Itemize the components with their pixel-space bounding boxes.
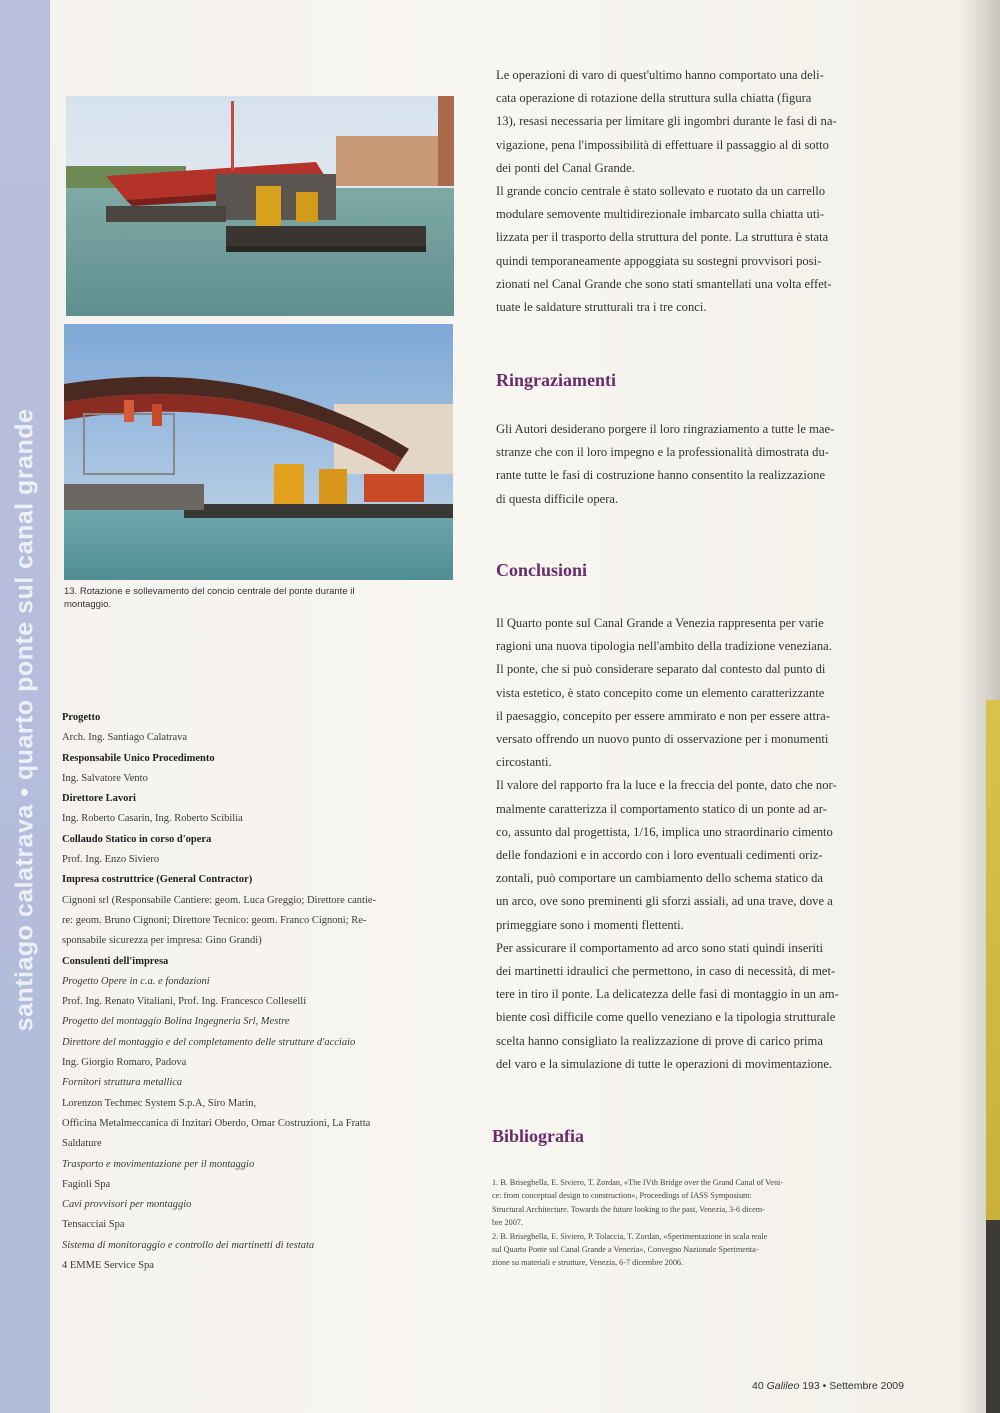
- credits-block: [62, 708, 457, 1276]
- bibliography-line: 2. B. Briseghella, E. Siviero, P. Tolaccia, T. Zordan, «Sperimentazione in scala reale: [492, 1231, 768, 1241]
- text-line: di questa difficile opera.: [496, 491, 619, 506]
- credit-line: Direttore Lavori: [62, 793, 136, 805]
- credit-line: Ing. Giorgio Romaro, Padova: [62, 1057, 187, 1069]
- credit-line: Progetto Opere in c.a. e fondazioni: [62, 975, 210, 987]
- credit-line: Responsabile Unico Procedimento: [62, 752, 215, 764]
- credit-line: Progetto del montaggio Bolina Ingegneria Srl, Mestre: [62, 1016, 290, 1028]
- text-line: primeggiare sono i momenti flettenti.: [496, 917, 684, 932]
- text-line: rante tutte le fasi di costruzione hanno consentito la realizzazione: [496, 468, 826, 483]
- bridge-barge-photo: [66, 96, 454, 316]
- heading-bibliografia: Bibliografia: [492, 1126, 585, 1146]
- credit-line: Fornitori struttura metallica: [62, 1077, 183, 1089]
- text-line: zionati nel Canal Grande che sono stati smantellati una volta effet-: [496, 276, 832, 291]
- bibliography-line: bre 2007.: [492, 1218, 523, 1228]
- text-line: il paesaggio, concepito per essere ammirato e non per essere attra-: [496, 708, 830, 723]
- credit-line: Fagioli Spa: [62, 1178, 111, 1190]
- credit-line: Lorenzon Techmec System S.p.A, Siro Marin,: [62, 1097, 257, 1109]
- text-line: delle fondazioni e in accordo con i loro eventuali cedimenti oriz-: [496, 848, 823, 863]
- credit-line: Progetto: [62, 712, 101, 723]
- text-line: circostanti.: [496, 755, 552, 770]
- credit-line: Cignoni srl (Responsabile Cantiere: geom. Luca Greggio; Direttore cantie-: [62, 894, 377, 906]
- bibliography-list: [492, 1176, 932, 1270]
- credit-line: Trasporto e movimentazione per il montaggio: [62, 1158, 255, 1170]
- side-band: [0, 0, 50, 1413]
- page-number: 40: [752, 1380, 764, 1392]
- heading-ringraziamenti: Ringraziamenti: [496, 370, 616, 390]
- text-line: un arco, ove sono preminenti gli sforzi assiali, ad una trave, dove a: [496, 894, 833, 909]
- paragraph-conclusioni: [496, 612, 932, 1076]
- credit-line: Sistema di monitoraggio e controllo dei martinetti di testata: [62, 1239, 315, 1251]
- caption-line: montaggio.: [64, 599, 112, 610]
- heading-conclusioni: Conclusioni: [496, 560, 588, 580]
- adjacent-page-edge-dark: [986, 1220, 1000, 1413]
- page-footer: [752, 1380, 904, 1392]
- paragraph-ringraziamenti: [496, 418, 932, 511]
- text-line: co, assunto dal progettista, 1/16, implica uno straordinario cimento: [496, 824, 833, 839]
- issue-info: 193 • Settembre 2009: [802, 1380, 904, 1392]
- credit-line: sponsabile sicurezza per impresa: Gino Grandi): [62, 935, 262, 947]
- text-line: Il valore del rapporto fra la luce e la freccia del ponte, dato che nor-: [496, 778, 837, 793]
- text-line: tuate le saldature strutturali tra i tre conci.: [496, 300, 707, 315]
- credit-line: Consulenti dell'impresa: [62, 955, 169, 967]
- credit-line: Arch. Ing. Santiago Calatrava: [62, 732, 188, 744]
- credit-line: Tensacciai Spa: [62, 1219, 125, 1231]
- credit-line: Direttore del montaggio e del completamento delle strutture d'acciaio: [62, 1036, 356, 1048]
- text-line: ragioni una nuova tipologia nell'ambito della tradizione veneziana.: [496, 639, 832, 654]
- text-line: versato offrendo un nuovo punto di osservazione per i monumenti: [496, 732, 829, 747]
- text-line: Il Quarto ponte sul Canal Grande a Venezia rappresenta per varie: [496, 616, 824, 630]
- credit-line: Ing. Salvatore Vento: [62, 772, 148, 784]
- figure-caption: [64, 585, 459, 611]
- credit-line: Prof. Ing. Enzo Siviero: [62, 854, 160, 866]
- text-line: Il ponte, che si può considerare separato dal contesto dal punto di: [496, 662, 826, 677]
- text-line: stranze che con il loro impegno e la professionalità dimostrata du-: [496, 445, 829, 460]
- credit-line: Cavi provvisori per montaggio: [62, 1199, 192, 1211]
- adjacent-page-edge: [986, 700, 1000, 1220]
- bibliography-line: 1. B. Briseghella, E. Siviero, T. Zordan, «The IVth Bridge over the Grand Canal of Veni-: [492, 1178, 784, 1187]
- text-line: vigazione, pena l'impossibilità di effettuare il passaggio al di sotto: [496, 137, 829, 152]
- bibliography-line: zione su materiali e strutture, Venezia, 6-7 dicembre 2006.: [492, 1258, 684, 1268]
- credit-line: Saldature: [62, 1138, 102, 1150]
- text-line: del varo e la simulazione di tutte le operazioni di movimentazione.: [496, 1056, 833, 1071]
- text-line: dei ponti del Canal Grande.: [496, 160, 635, 175]
- text-line: vista estetico, è stato concepito come un elemento caratterizzante: [496, 685, 825, 700]
- text-line: scelta hanno consigliato la realizzazione di prove di carico prima: [496, 1033, 823, 1048]
- credit-line: Ing. Roberto Casarin, Ing. Roberto Scibilia: [62, 813, 243, 825]
- paragraph-intro: [496, 64, 932, 319]
- credit-line: Collaudo Statico in corso d'opera: [62, 833, 212, 845]
- credit-line: re: geom. Bruno Cignoni; Direttore Tecnico: geom. Franco Cignoni; Re-: [62, 914, 367, 926]
- bibliography-line: Structural Architecture. Towards the future looking to the past, Venezia, 3-6 dicem-: [492, 1204, 765, 1214]
- text-line: tere in tiro il ponte. La delicatezza delle fasi di montaggio in un am-: [496, 987, 839, 1002]
- credit-line: 4 EMME Service Spa: [62, 1260, 154, 1272]
- bibliography-line: ce: from conceptual design to construction», Proceedings of IASS Symposium:: [492, 1191, 752, 1201]
- text-line: lizzata per il trasporto della struttura del ponte. La struttura è stata: [496, 230, 829, 245]
- magazine-name: Galileo: [766, 1380, 800, 1392]
- text-line: Il grande concio centrale è stato sollevato e ruotato da un carrello: [496, 184, 826, 199]
- text-line: dei martinetti idraulici che permettono, in caso di necessità, di met-: [496, 964, 836, 979]
- text-line: quindi temporaneamente appoggiata su sostegni provvisori posi-: [496, 253, 822, 268]
- text-line: Per assicurare il comportamento ad arco sono stati quindi inseriti: [496, 940, 824, 955]
- text-line: modulare semovente multidirezionale imbarcato sulla chiatta uti-: [496, 207, 825, 222]
- credit-line: Officina Metalmeccanica di Inzitari Oberdo, Omar Costruzioni, La Fratta: [62, 1117, 371, 1129]
- bibliography-line: sul Quarto Ponte sul Canal Grande a Venezia», Convegno Nazionale Sperimenta-: [492, 1245, 759, 1255]
- caption-line: 13. Rotazione e sollevamento del concio centrale del ponte durante il: [64, 586, 355, 597]
- text-line: 13), resasi necessaria per limitare gli ingombri durante le fasi di na-: [496, 114, 837, 129]
- text-line: zontali, può comportare un cambiamento dello schema statico da: [496, 871, 823, 886]
- bridge-rotation-photo: [64, 324, 453, 580]
- text-line: malmente caratterizza il comportamento statico di un ponte ad ar-: [496, 801, 827, 816]
- section-title-vertical: santiago calatrava • quarto ponte sul canal grande: [10, 408, 39, 1032]
- text-line: cata operazione di rotazione della struttura sulla chiatta (figura: [496, 91, 812, 106]
- text-line: biente così difficile come quello veneziano e la tipologia strutturale: [496, 1010, 836, 1025]
- credit-line: Prof. Ing. Renato Vitaliani, Prof. Ing. Francesco Colleselli: [62, 996, 307, 1008]
- text-line: Gli Autori desiderano porgere il loro ringraziamento a tutte le mae-: [496, 422, 835, 436]
- text-line: Le operazioni di varo di quest'ultimo hanno comportato una deli-: [496, 68, 824, 82]
- credit-line: Impresa costruttrice (General Contractor): [62, 874, 253, 886]
